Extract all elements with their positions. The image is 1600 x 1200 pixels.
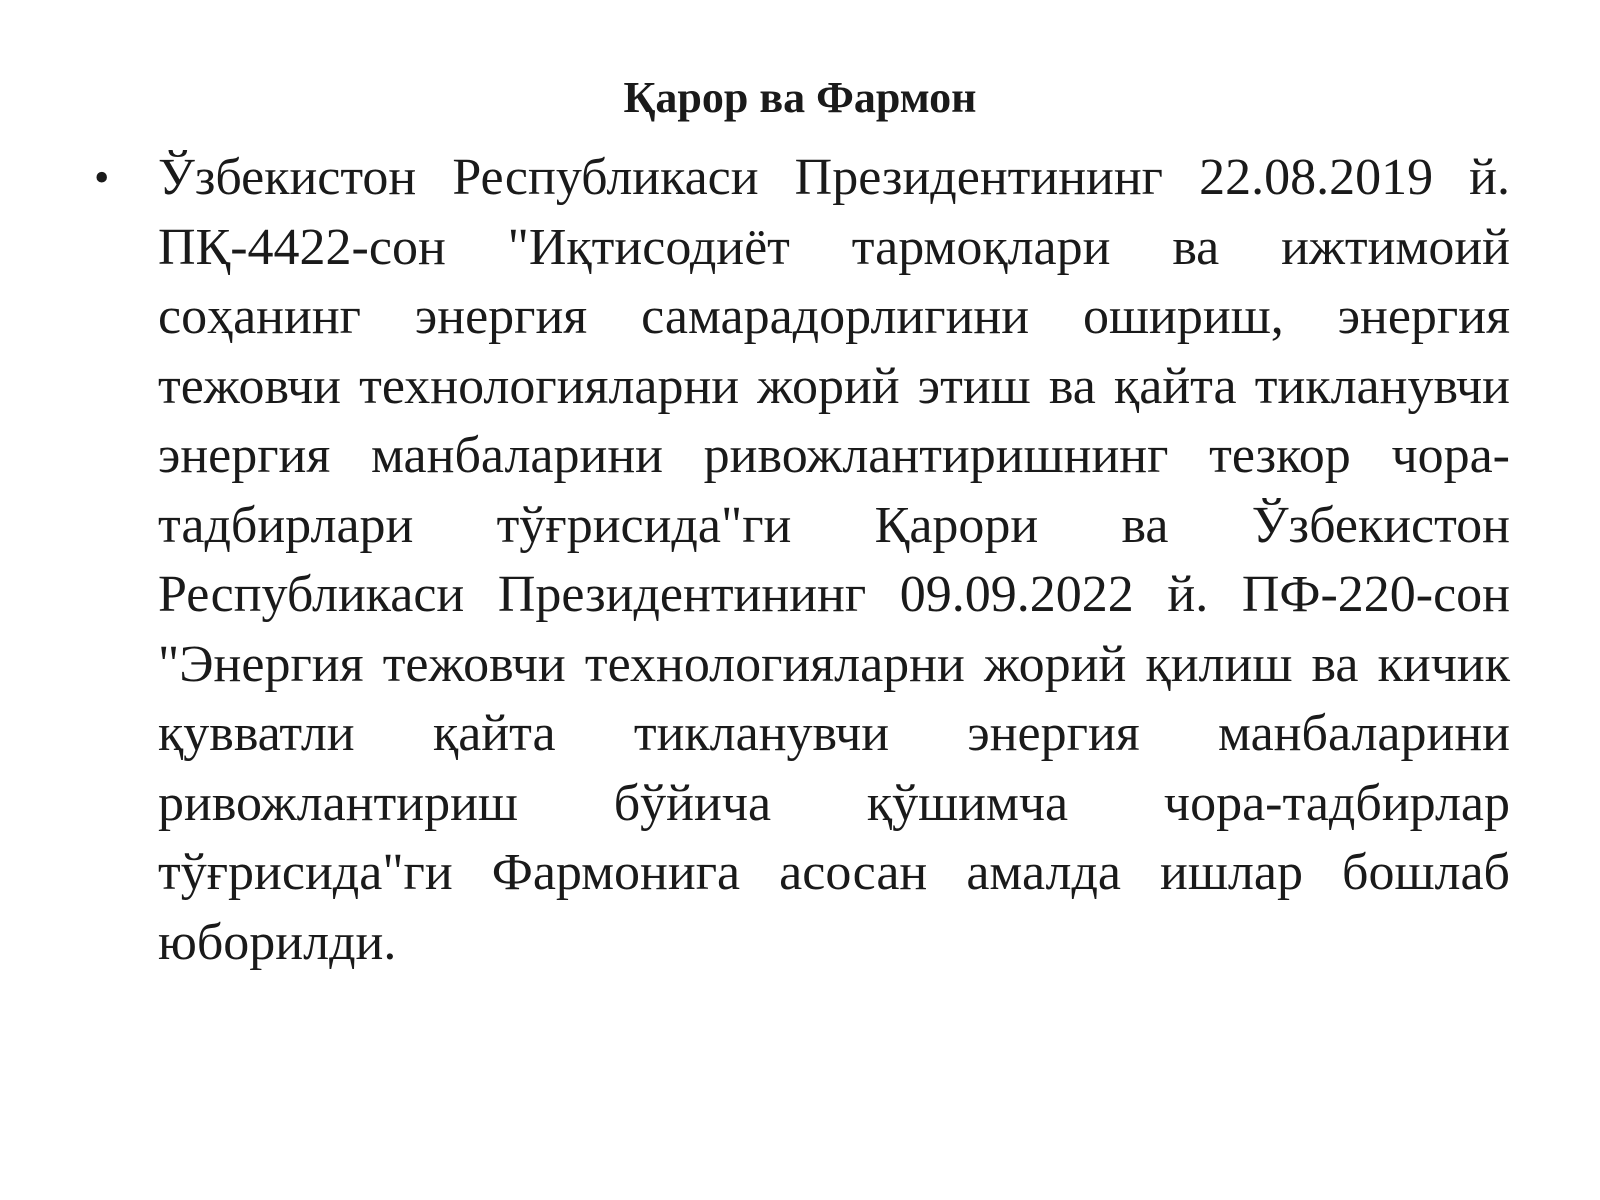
bullet-item	[94, 143, 1510, 977]
slide-title: Қарор ва Фармон	[623, 73, 977, 122]
bullet-text: Ўзбекистон Республикаси Президентининг 22.08.2019 й. ПҚ-4422-сон "Иқтисодиёт тармоқлари ва ижтимоий соҳанинг энергия самарадорлигини ошириш, энергия тежовчи технологияларни жорий этиш ва қайта тикланувчи энергия манбаларини ривожлантиришнинг тезкор чора-тадбирлари тўғрисида"ги Қарори ва Ўзбекистон Республикаси Президентининг 09.09.2022 й. ПФ-220-сон "Энергия тежовчи технологияларни жорий қилиш ва кичик қувватли қайта тикланувчи энергия манбаларини ривожлантириш бўйича қўшимча чора-тадбирлар тўғрисида"ги Фармонига асосан амалда ишлар бошлаб юборилди.	[158, 149, 1510, 971]
bullet-marker: •	[94, 153, 110, 202]
bullet-list	[0, 143, 1600, 977]
